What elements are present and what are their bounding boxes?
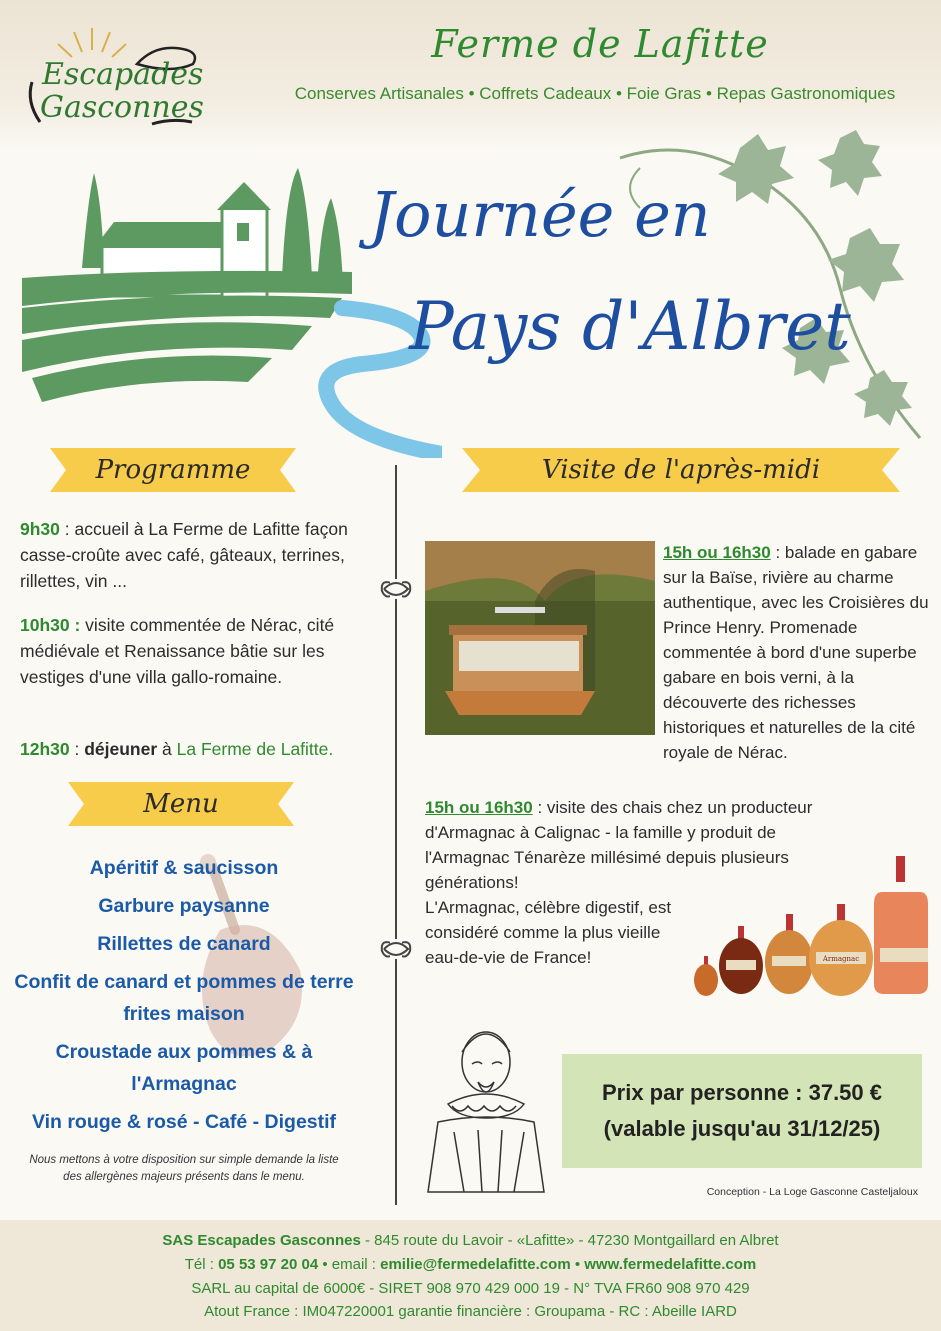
bottle-label: Armagnac	[822, 955, 860, 963]
gabare-boat-photo	[425, 541, 655, 735]
footer-company-address	[0, 1232, 941, 1249]
programme-time: 12h30	[20, 739, 70, 759]
menu-list	[14, 852, 354, 1144]
footer-separator: •	[570, 1256, 585, 1273]
price-per-person: Prix par personne : 37.50 €	[601, 1080, 883, 1105]
hero-title-line2: Pays d'Albret	[409, 288, 851, 365]
allergen-note: Nous mettons à votre disposition sur simple demande la liste des allergènes majeurs présents dans le menu.	[29, 1154, 339, 1183]
programme-time: 10h30 :	[20, 615, 81, 635]
footer-contact	[0, 1256, 941, 1273]
visite-time: 15h ou 16h30	[425, 798, 533, 817]
menu-item: Rillettes de canard	[97, 933, 271, 955]
menu-item: Croustade aux pommes & à l'Armagnac	[55, 1041, 313, 1095]
menu-item: Garbure paysanne	[98, 895, 270, 917]
hero-title-line1: Journée en	[369, 178, 711, 251]
visite-item-gabare	[663, 540, 938, 765]
programme-bold-text: déjeuner	[84, 739, 158, 759]
programme-text: : accueil à La Ferme de Lafitte façon casse-croûte avec café, gâteaux, terrines, rillettes, vin ...	[20, 519, 348, 591]
visite-heading: Visite de l'après-midi	[541, 455, 821, 485]
footer-insurance: Atout France : IM047220001 garantie financière : Groupama - RC : Abeille IARD	[204, 1303, 737, 1320]
programme-heading: Programme	[95, 455, 251, 485]
armagnac-bottles-image	[690, 852, 930, 998]
footer-address: - 845 route du Lavoir - «Lafitte» - 47230 Montgaillard en Albret	[360, 1232, 779, 1249]
price-box	[562, 1054, 922, 1168]
henri-iv-portrait-engraving	[418, 1012, 553, 1197]
footer-tel-label: Tél :	[184, 1256, 219, 1273]
menu-item: Confit de canard et pommes de terre frites maison	[14, 971, 354, 1025]
programme-text: :	[69, 739, 85, 759]
programme-time: 9h30	[20, 519, 60, 539]
programme-text: à	[157, 739, 177, 759]
footer-legal: SARL au capital de 6000€ - SIRET 908 970 429 000 19 - N° TVA FR60 908 970 429	[191, 1280, 750, 1297]
programme-item-1230	[20, 736, 370, 762]
visite-text: : visite des chais chez un producteur d'Armagnac à Calignac - la famille y produit de l'Armagnac Ténarèze millésimé depuis plusieurs générations!	[425, 798, 813, 892]
programme-item-0930	[20, 516, 370, 594]
visite-ribbon	[462, 448, 900, 492]
visite-time: 15h ou 16h30	[663, 543, 771, 562]
programme-ribbon	[50, 448, 296, 492]
footer-phone[interactable]: 05 53 97 20 04	[218, 1256, 319, 1273]
farm-title: Ferme de Lafitte	[431, 22, 769, 66]
visite-text-armagnac: L'Armagnac, célèbre digestif, est considéré comme la plus vieille eau-de-vie de France!	[425, 898, 672, 967]
conception-credit: Conception - La Loge Gasconne Casteljaloux	[706, 1186, 918, 1198]
menu-item: Apéritif & saucisson	[89, 857, 279, 879]
logo-text-escapades: Escapades	[42, 57, 204, 92]
menu-item: Vin rouge & rosé - Café - Digestif	[31, 1111, 337, 1133]
price-validity: (valable jusqu'au 31/12/25)	[603, 1116, 881, 1141]
menu-ribbon	[68, 782, 294, 826]
visite-text: : balade en gabare sur la Baïse, rivière au charme authentique, avec les Croisières du Prince Henry. Promenade commentée à bord d'une superbe gabare en bois verni, à la découverte des richesses historiques et naturelles de la cité royale de Nérac.	[663, 543, 929, 762]
farm-name-text: La Ferme de Lafitte.	[176, 739, 334, 759]
farm-subtitle: Conserves Artisanales • Coffrets Cadeaux • Foie Gras • Repas Gastronomiques	[294, 84, 896, 103]
column-divider	[376, 465, 416, 1205]
programme-item-1030	[20, 612, 370, 690]
footer-company-name: SAS Escapades Gasconnes	[162, 1232, 361, 1249]
menu-heading: Menu	[143, 789, 219, 819]
escapades-gasconnes-logo	[22, 22, 222, 137]
programme-text: visite commentée de Nérac, cité médiévale et Renaissance bâtie sur les vestiges d'une villa gallo-romaine.	[20, 615, 335, 687]
footer-email-link[interactable]: emilie@fermedelafitte.com	[380, 1256, 571, 1273]
footer-email-label: • email :	[318, 1256, 381, 1273]
logo-text-gasconnes: Gasconnes	[40, 90, 204, 125]
footer-website-link[interactable]: www.fermedelafitte.com	[584, 1256, 757, 1273]
